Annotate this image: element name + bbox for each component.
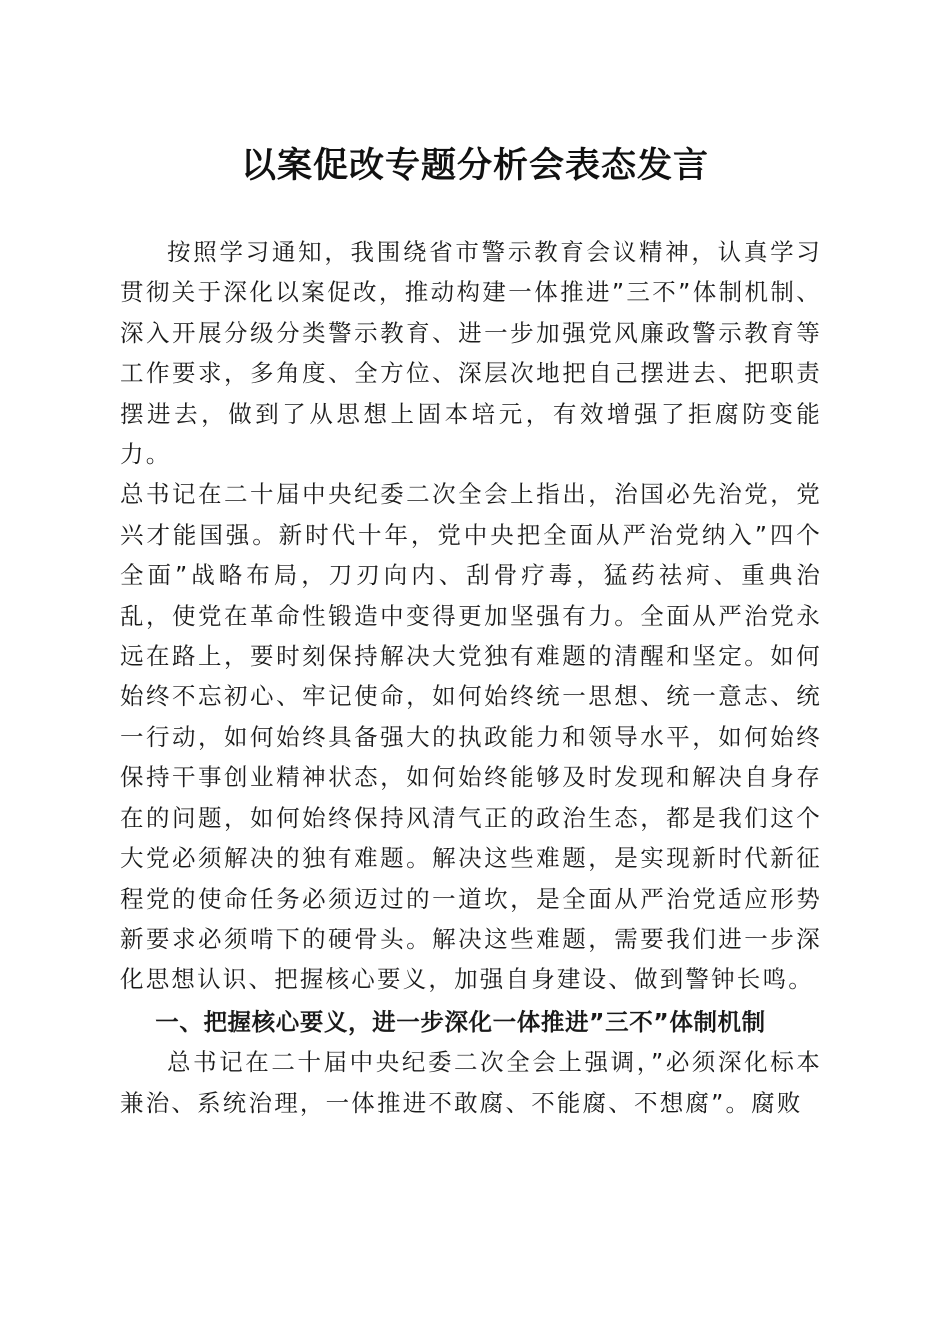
section-paragraph: 总书记在二十届中央纪委二次全会上强调，”必须深化标本兼治、系统治理，一体推进不敢腐、不能腐、不想腐”。腐败	[120, 1048, 822, 1117]
document-body	[120, 232, 822, 1123]
body-paragraph: 总书记在二十届中央纪委二次全会上指出，治国必先治党，党兴才能国强。新时代十年，党中央把全面从严治党纳入”四个全面”战略布局，刀刃向内、刮骨疗毒，猛药祛疴、重典治乱，使党在革命性锻造中变得更加坚强有力。全面从严治党永远在路上，要时刻保持解决大党独有难题的清醒和坚定。如何始终不忘初心、牢记使命，如何始终统一思想、统一意志、统一行动，如何始终具备强大的执政能力和领导水平，如何始终保持干事创业精神状态，如何始终能够及时发现和解决自身存在的问题，如何始终保持风清气正的政治生态，都是我们这个大党必须解决的独有难题。解决这些难题，是实现新时代新征程党的使命任务必须迈过的一道坎，是全面从严治党适应形势新要求必须啃下的硬骨头。解决这些难题，需要我们进一步深化思想认识、把握核心要义，加强自身建设、做到警钟长鸣。	[120, 480, 822, 994]
document-title: 以案促改专题分析会表态发言	[240, 145, 709, 186]
section-heading: 一、把握核心要义，进一步深化一体推进”三不”体制机制	[155, 1007, 766, 1036]
intro-paragraph: 按照学习通知，我围绕省市警示教育会议精神，认真学习贯彻关于深化以案促改，推动构建一体推进”三不”体制机制、深入开展分级分类警示教育、进一步加强党风廉政警示教育等工作要求，多角度、全方位、深层次地把自己摆进去、把职责摆进去，做到了从思想上固本培元，有效增强了拒腐防变能力。	[120, 238, 822, 469]
